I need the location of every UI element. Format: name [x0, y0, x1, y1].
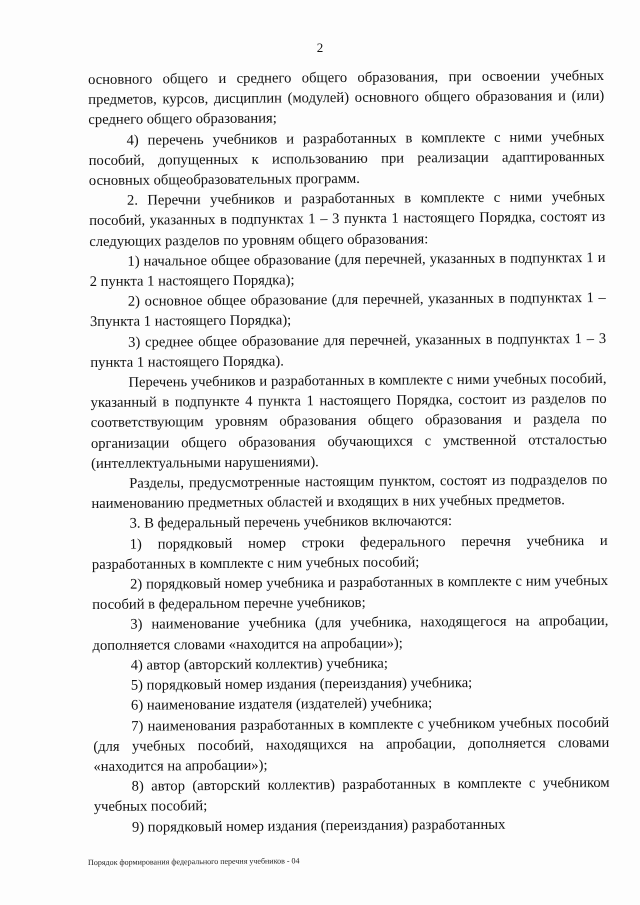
paragraph: 5) порядковый номер издания (переиздания) учебника;: [130, 675, 473, 694]
paragraph: 6) наименование издателя (издателей) учебника;: [130, 695, 433, 714]
paragraph: 2) основное общее образование (для перечней, указанных в подпунктах 1 – 3пункта 1 настоящего Порядка);: [89, 290, 606, 331]
paragraph: 7) наименования разработанных в комплекте с учебником учебных пособий (для учебных пособий, находящихся на апробации, дополняется словами «находится на апробации»);: [93, 714, 610, 775]
document-body: [88, 66, 610, 838]
paragraph: Перечень учебников и разработанных в комплекте с ними учебных пособий, указанный в подпункте 4 пункта 1 настоящего Порядка, состоит из разделов по соответствующим уровням образования общего образования и раздела по организации общего образования обучающихся с умственной отсталостью (интеллектуальными нарушениями).: [90, 370, 607, 472]
paragraph: 9) порядковый номер издания (переиздания) разработанных: [131, 816, 506, 836]
paragraph: 2) порядковый номер учебника и разработанных в комплекте с ним учебных пособий в федеральном перечне учебников;: [92, 573, 609, 614]
paragraph: основного общего и среднего общего образования, при освоении учебных предметов, курсов, дисциплин (модулей) основного общего образования и (или) среднего общего образования;: [88, 67, 605, 129]
paragraph: 3) наименование учебника (для учебника, находящегося на апробации, дополняется словами «находится на апробации»);: [92, 613, 609, 654]
page-footer: Порядок формирования федерального перечня учебников - 04: [88, 856, 300, 867]
paragraph: 1) начальное общее образование (для перечней, указанных в подпунктах 1 и 2 пункта 1 настоящего Порядка);: [89, 249, 606, 291]
paragraph: Разделы, предусмотренные настоящим пунктом, состоят из подразделов по наименованию предметных областей и входящих в них учебных предметов.: [91, 471, 608, 513]
paragraph: 8) автор (авторский коллектив) разработанных в комплекте с учебником учебных пособий;: [93, 775, 610, 816]
paragraph: 3. В федеральный перечень учебников включаются:: [129, 513, 453, 533]
paragraph: 2. Перечни учебников и разработанных в комплекте с ними учебных пособий, указанных в подпунктах 1 – 3 пункта 1 настоящего Порядка, состоят из следующих разделов по уровням общего образования:: [89, 189, 606, 250]
page-number: 2: [316, 40, 324, 55]
paragraph: 4) автор (авторский коллектив) учебника;: [130, 655, 388, 674]
paragraph: 3) среднее общее образование для перечней, указанных в подпунктах 1 – 3 пункта 1 настоящего Порядка).: [90, 330, 607, 371]
paragraph: 4) перечень учебников и разработанных в комплекте с ними учебных пособий, допущенных к использованию при реализации адаптированных основных общеобразовательных программ.: [88, 128, 605, 190]
paragraph: 1) порядковый номер строки федерального перечня учебника и разработанных в комплекте с ним учебных пособий;: [91, 532, 608, 573]
